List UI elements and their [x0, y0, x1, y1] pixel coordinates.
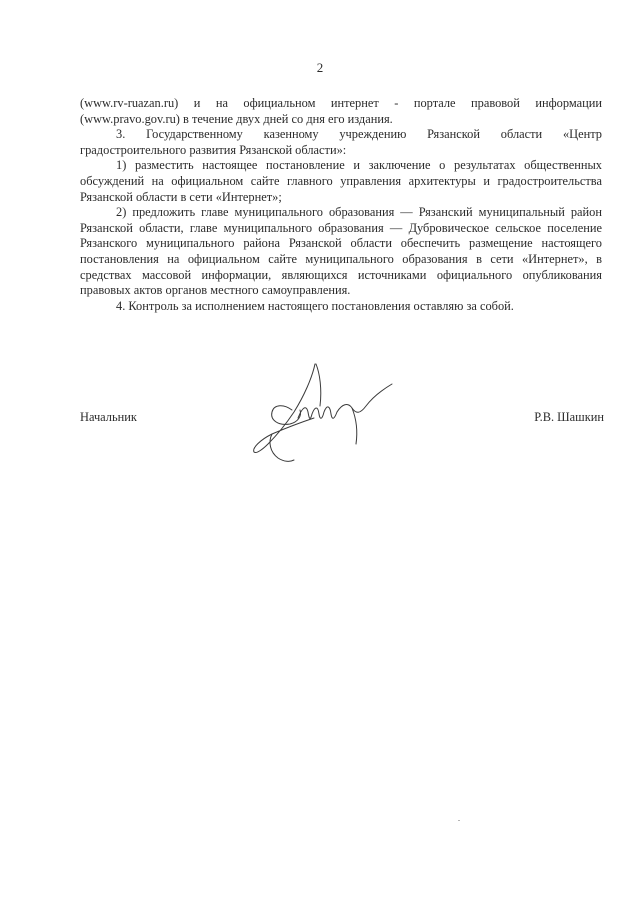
- signatory-title: Начальник: [80, 410, 137, 424]
- handwritten-signature: [232, 360, 432, 470]
- paragraph-item-3: 3. Государственному казенному учреждению Рязанской области «Центр градостроительного развития Рязанской области»:: [80, 127, 602, 157]
- signatory-name: Р.В. Шашкин: [534, 410, 604, 424]
- paragraph-publication: (www.rv-ruazan.ru) и на официальном интернет - портале правовой информации (www.pravo.gov.ru) в течение двух дней со дня его издания.: [80, 96, 602, 126]
- scan-speck: [458, 820, 460, 821]
- paragraph-item-4: 4. Контроль за исполнением настоящего постановления оставляю за собой.: [116, 298, 514, 313]
- document-body: [80, 96, 602, 314]
- paragraph-item-3-2: 2) предложить главе муниципального образования — Рязанский муниципальный район Рязанской области, главе муниципального образования — Дубровическое сельское поселение Рязанского муниципального района Рязанской области обеспечить размещение настоящего постановления на официальном сайте муниципального образования в сети «Интернет», в средствах массовой информации, являющихся источниками официального опубликования правовых актов органов местного самоуправления.: [80, 205, 602, 298]
- paragraph-item-3-1: 1) разместить настоящее постановление и заключение о результатах общественных обсуждений на официальном сайте главного управления архитектуры и градостроительства Рязанской области в сети «Интернет»;: [80, 158, 602, 204]
- page-number: 2: [316, 60, 324, 75]
